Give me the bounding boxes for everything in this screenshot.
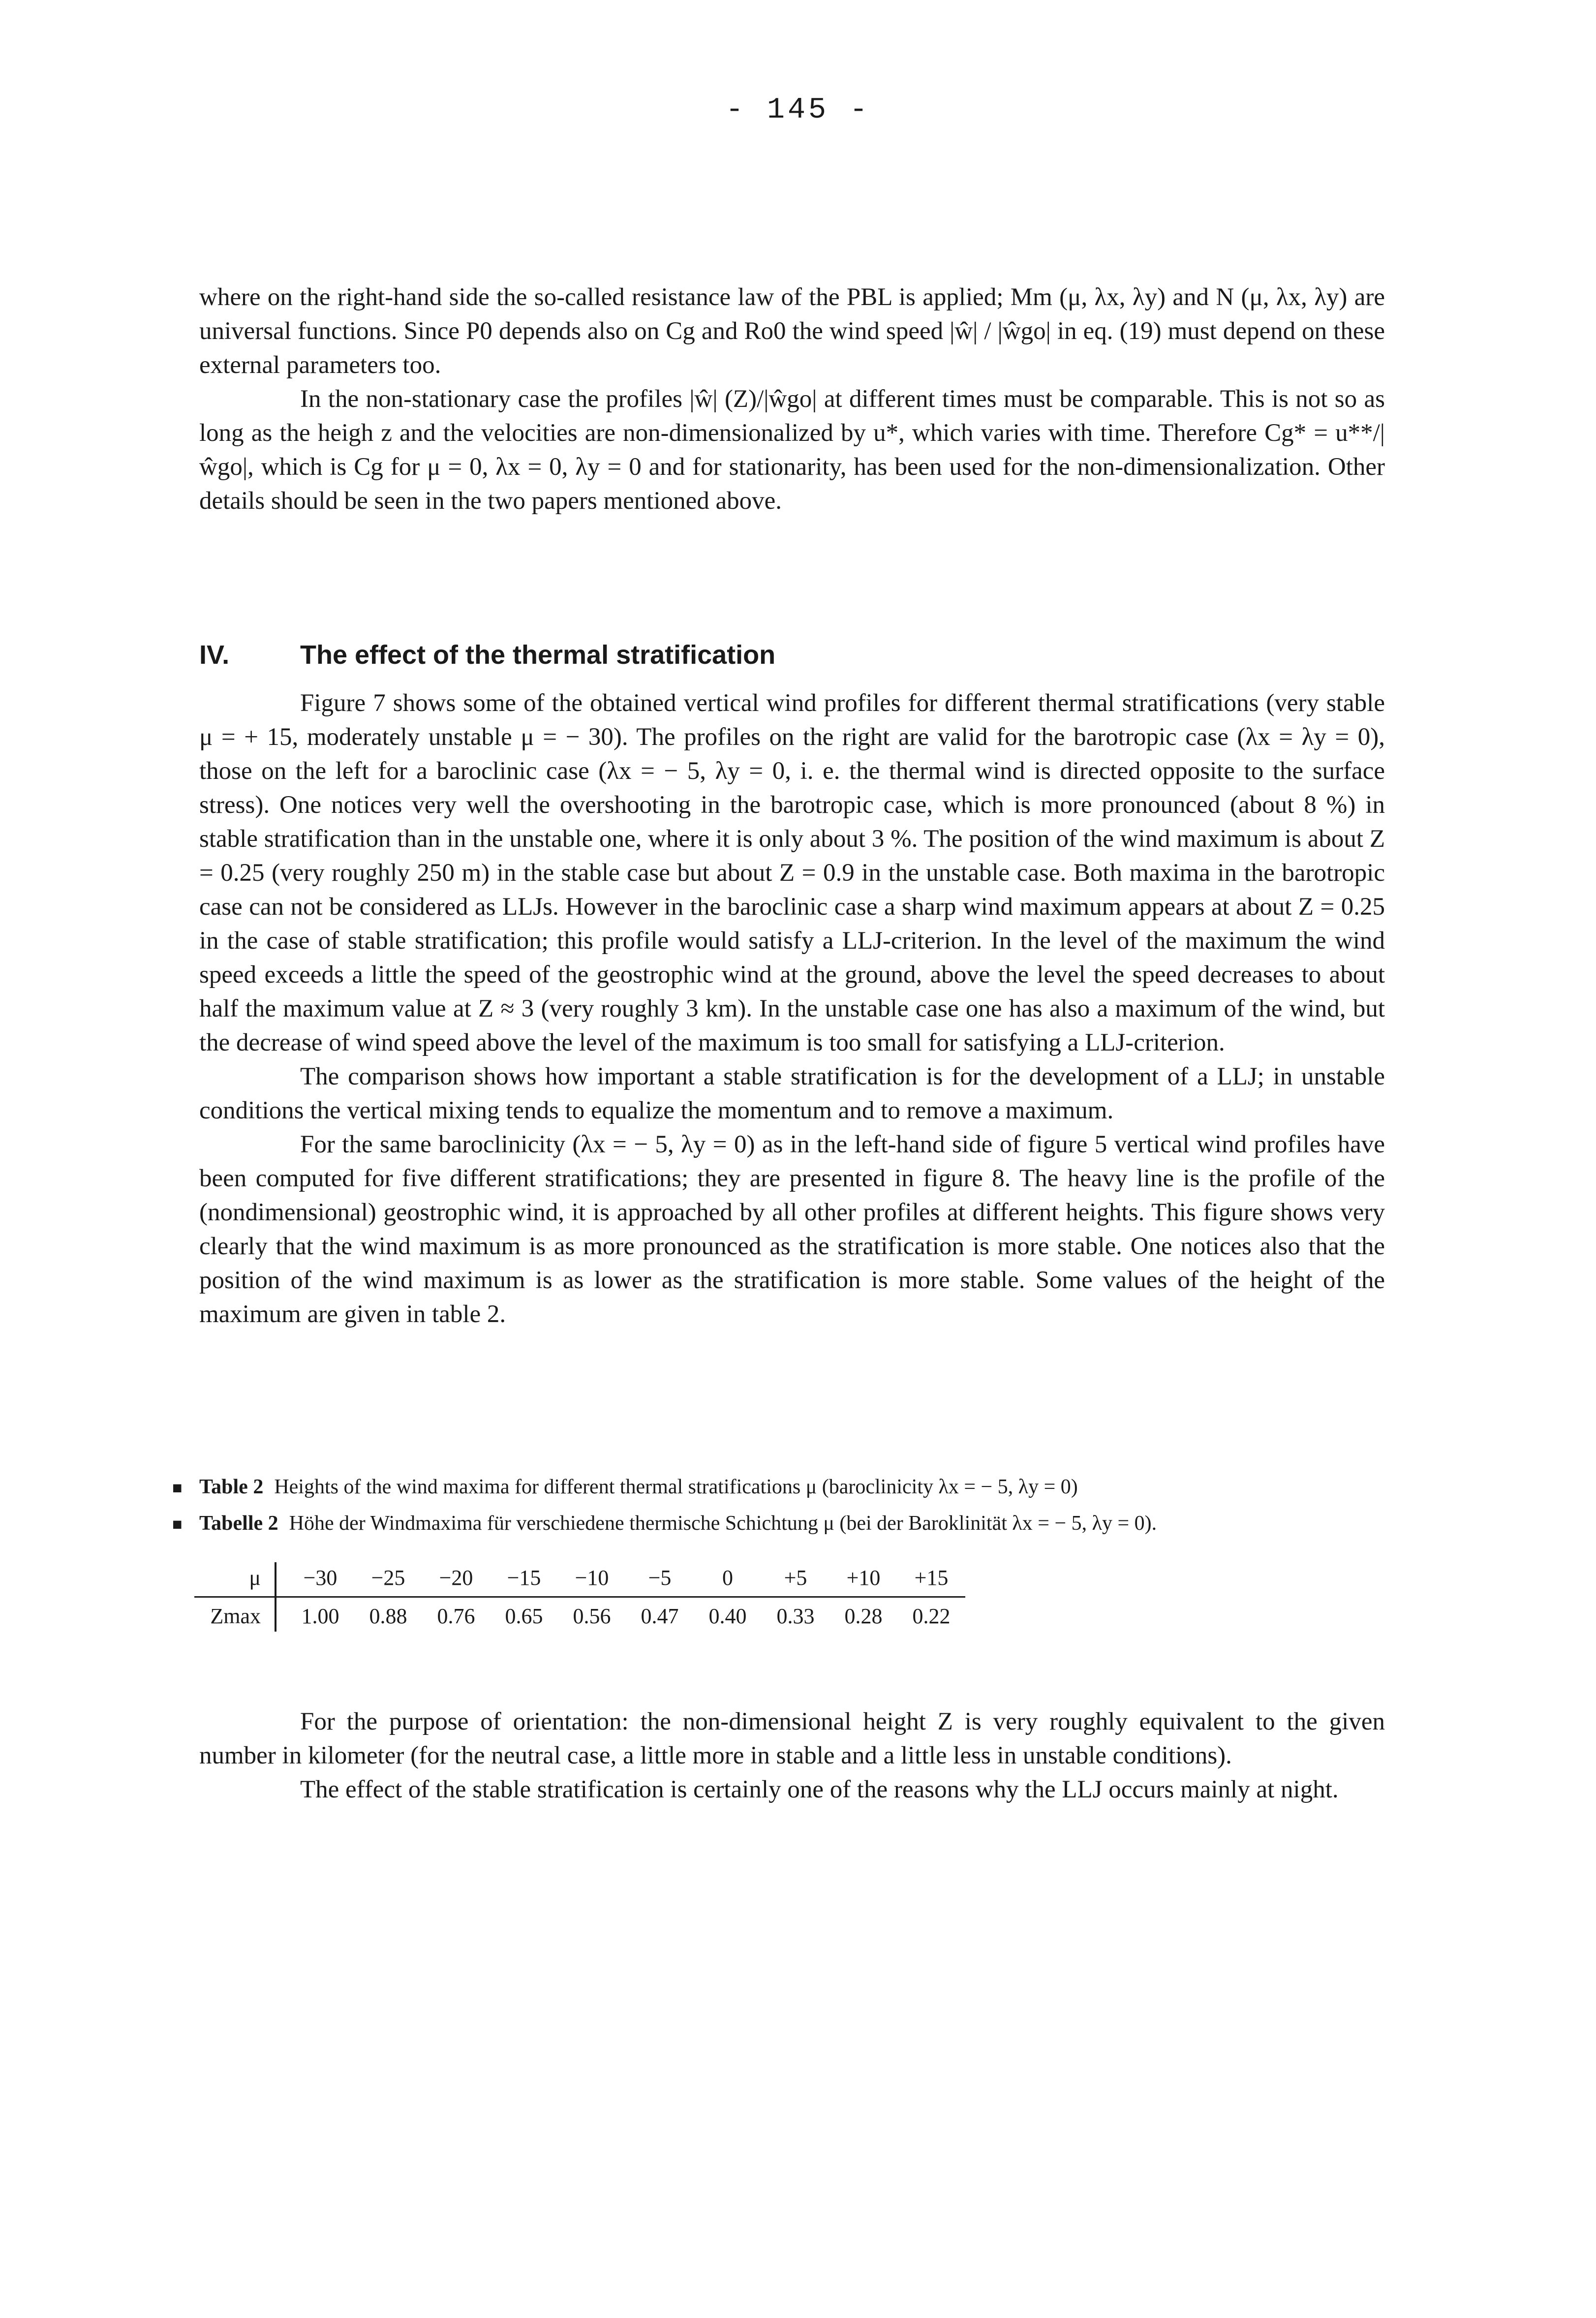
caption-text: Heights of the wind maxima for different thermal stratifications μ (baroclinicity λx = − 5, λy = 0) bbox=[274, 1476, 1078, 1498]
zmax-cell: 0.56 bbox=[573, 1604, 611, 1628]
caption-text: Höhe der Windmaxima für verschiedene thermische Schichtung μ (bei der Baroklinität λx = − 5, λy = 0). bbox=[289, 1512, 1157, 1535]
paragraph: In the non-stationary case the profiles |ŵ| (Z)/|ŵgo| at different times must be comparable. This is not so as long as the heigh z and the velocities are non-dimensionalized by u*, which varies with time. Therefore Cg* = u**/|ŵgo|, which is Cg for μ = 0, λx = 0, λy = 0 and for stationarity, has been used for the non-dimensionalization. Other details should be seen in the two papers mentioned above. bbox=[199, 385, 1385, 515]
row-header-zmax: Zmax bbox=[194, 1597, 276, 1632]
zmax-cell: 0.33 bbox=[776, 1604, 815, 1628]
zmax-cell: 0.28 bbox=[844, 1604, 883, 1628]
paragraph: For the purpose of orientation: the non-dimensional height Z is very roughly equivalent to the given number in kilometer (for the neutral case, a little more in stable and a little less in unstable conditions). bbox=[199, 1708, 1385, 1769]
caption-label: Tabelle 2 bbox=[199, 1512, 278, 1535]
section-heading bbox=[199, 640, 775, 670]
zmax-cell: 0.65 bbox=[505, 1604, 543, 1628]
caption-label: Table 2 bbox=[199, 1476, 264, 1498]
mu-cell: −15 bbox=[490, 1562, 558, 1597]
intro-text bbox=[199, 280, 1385, 518]
mu-cell: +5 bbox=[762, 1562, 829, 1597]
zmax-cell: 0.76 bbox=[437, 1604, 475, 1628]
zmax-cell: 0.88 bbox=[369, 1604, 407, 1628]
table-caption-english bbox=[172, 1475, 1078, 1499]
mu-cell: 0 bbox=[694, 1562, 762, 1597]
mu-cell: −5 bbox=[626, 1562, 694, 1597]
table-caption-german bbox=[172, 1512, 1157, 1535]
mu-cell: +10 bbox=[829, 1562, 897, 1597]
section-number: IV. bbox=[199, 640, 230, 670]
wind-maxima-table bbox=[194, 1562, 965, 1632]
closing-text bbox=[199, 1705, 1385, 1807]
row-header-mu: μ bbox=[194, 1562, 276, 1597]
mu-cell: −30 bbox=[276, 1562, 354, 1597]
zmax-cell: 0.22 bbox=[912, 1604, 951, 1628]
paragraph: The effect of the stable stratification is certainly one of the reasons why the LLJ occurs mainly at night. bbox=[300, 1776, 1339, 1803]
bullet-icon: ■ bbox=[172, 1479, 183, 1497]
table-row bbox=[194, 1597, 965, 1632]
mu-cell: −25 bbox=[354, 1562, 422, 1597]
paragraph: The comparison shows how important a stable stratification is for the development of a LLJ; in unstable conditions the vertical mixing tends to equalize the momentum and to remove a maximum. bbox=[199, 1063, 1385, 1124]
zmax-cell: 0.47 bbox=[641, 1604, 679, 1628]
zmax-cell: 0.40 bbox=[708, 1604, 747, 1628]
section-text bbox=[199, 686, 1385, 1331]
zmax-cell: 1.00 bbox=[301, 1604, 339, 1628]
table-row bbox=[194, 1562, 965, 1597]
mu-cell: −10 bbox=[558, 1562, 626, 1597]
page-number: - 145 - bbox=[725, 93, 871, 127]
paragraph: Figure 7 shows some of the obtained vertical wind profiles for different thermal stratifications (very stable μ = + 15, moderately unstable μ = − 30). The profiles on the right are valid for the barotropic case (λx = λy = 0), those on the left for a baroclinic case (λx = − 5, λy = 0, i. e. the thermal wind is directed opposite to the surface stress). One notices very well the overshooting in the barotropic case, which is more pronounced (about 8 %) in stable stratification than in the unstable one, where it is only about 3 %. The position of the wind maximum is about Z = 0.25 (very roughly 250 m) in the stable case but about Z = 0.9 in the unstable case. Both maxima in the barotropic case can not be considered as LLJs. However in the baroclinic case a sharp wind maximum appears at about Z = 0.25 in the case of stable stratification; this profile would satisfy a LLJ-criterion. In the level of the maximum the wind speed exceeds a little the speed of the geostrophic wind at the ground, above the level the speed decreases to about half the maximum value at Z ≈ 3 (very roughly 3 km). In the unstable case one has also a maximum of the wind, but the decrease of wind speed above the level of the maximum is too small for satisfying a LLJ-criterion. bbox=[199, 689, 1385, 1056]
section-title: The effect of the thermal stratification bbox=[300, 640, 776, 670]
mu-cell: −20 bbox=[422, 1562, 490, 1597]
paragraph: For the same baroclinicity (λx = − 5, λy = 0) as in the left-hand side of figure 5 vertical wind profiles have been computed for five different stratifications; they are presented in figure 8. The heavy line is the profile of the (nondimensional) geostrophic wind, it is approached by all other profiles at different heights. This figure shows very clearly that the wind maximum is as more pronounced as the stratification is more stable. One notices also that the position of the wind maximum is as lower as the stratification is more stable. Some values of the height of the maximum are given in table 2. bbox=[199, 1131, 1385, 1328]
paragraph: where on the right-hand side the so-called resistance law of the PBL is applied; Mm (μ, λx, λy) and N (μ, λx, λy) are universal functions. Since P0 depends also on Cg and Ro0 the wind speed |ŵ| / |ŵgo| in eq. (19) must depend on these external parameters too. bbox=[199, 283, 1385, 379]
bullet-icon: ■ bbox=[172, 1515, 183, 1534]
mu-cell: +15 bbox=[897, 1562, 965, 1597]
